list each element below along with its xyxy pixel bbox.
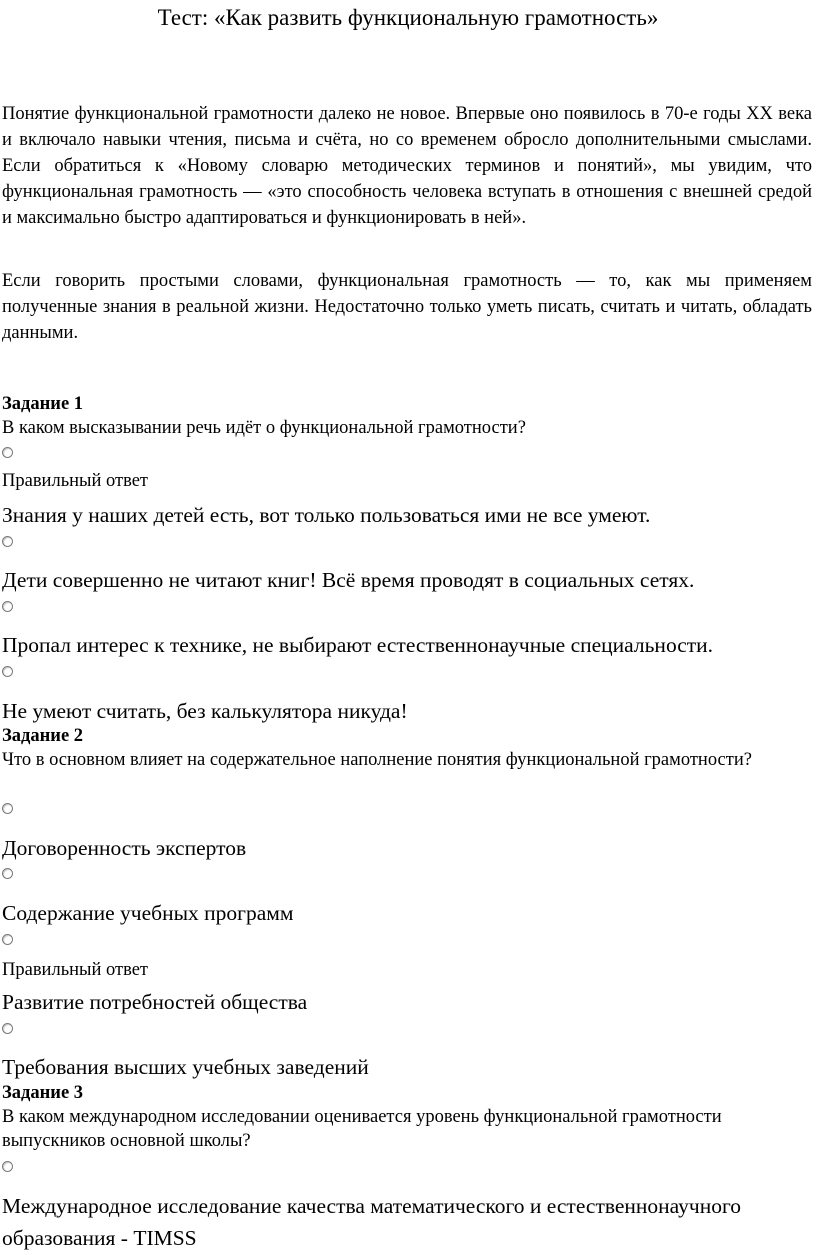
task-1-option-4-radio[interactable]	[2, 666, 13, 677]
task-3-option-1-radio[interactable]	[2, 1161, 13, 1172]
task-1-question: В каком высказывании речь идёт о функциональной грамотности?	[2, 418, 526, 438]
task-3-heading: Задание 3	[2, 1083, 84, 1103]
task-1-option-3-label: Пропал интерес к технике, не выбирают естественнонаучные специальности.	[2, 633, 714, 657]
task-2-option-4-radio[interactable]	[2, 1023, 13, 1034]
task-1-option-1-label: Знания у наших детей есть, вот только пользоваться ими не все умеют.	[2, 503, 651, 527]
page-title: Тест: «Как развить функциональную грамотность»	[157, 5, 659, 30]
task-1-option-2-label: Дети совершенно не читают книг! Всё время проводят в социальных сетях.	[2, 568, 695, 592]
task-1-option-2-radio[interactable]	[2, 536, 13, 547]
intro-paragraph-2: Если говорить простыми словами, функциональная грамотность — то, как мы применяем полученные знания в реальной жизни. Недостаточно только уметь писать, считать и читать, обладать данными.	[2, 271, 812, 343]
task-3-option-1-label: Международное исследование качества математического и естественнонаучного образования - TIMSS	[2, 1194, 741, 1250]
task-2-heading: Задание 2	[2, 726, 84, 746]
task-2-option-1-label: Договоренность экспертов	[2, 836, 247, 860]
task-2-correct-label: Правильный ответ	[2, 960, 148, 980]
task-2-option-3-radio[interactable]	[2, 934, 13, 945]
task-2-option-1-radio[interactable]	[2, 803, 13, 814]
task-2-question: Что в основном влияет на содержательное наполнение понятия функциональной грамотности?	[2, 750, 752, 770]
task-1-heading: Задание 1	[2, 394, 84, 414]
task-3-question: В каком международном исследовании оценивается уровень функциональной грамотности выпускников основной школы?	[2, 1107, 722, 1151]
task-2-option-4-label: Требования высших учебных заведений	[2, 1055, 369, 1079]
task-1-option-3-radio[interactable]	[2, 601, 13, 612]
intro-paragraph-1: Понятие функциональной грамотности далеко не новое. Впервые оно появилось в 70-е годы XX века и включало навыки чтения, письма и счёта, но со временем обросло дополнительными смыслами. Если обратиться к «Новому словарю методических терминов и понятий», мы увидим, что функциональная грамотность — «это способность человека вступать в отношения с внешней средой и максимально быстро адаптироваться и функционировать в ней».	[2, 104, 812, 228]
task-1-correct-label: Правильный ответ	[2, 471, 148, 491]
task-2-option-2-label: Содержание учебных программ	[2, 901, 294, 925]
task-2-option-3-label: Развитие потребностей общества	[2, 990, 308, 1014]
task-2-option-2-radio[interactable]	[2, 868, 13, 879]
task-1-option-1-radio[interactable]	[2, 447, 13, 458]
task-1-option-4-label: Не умеют считать, без калькулятора никуда!	[2, 699, 408, 723]
